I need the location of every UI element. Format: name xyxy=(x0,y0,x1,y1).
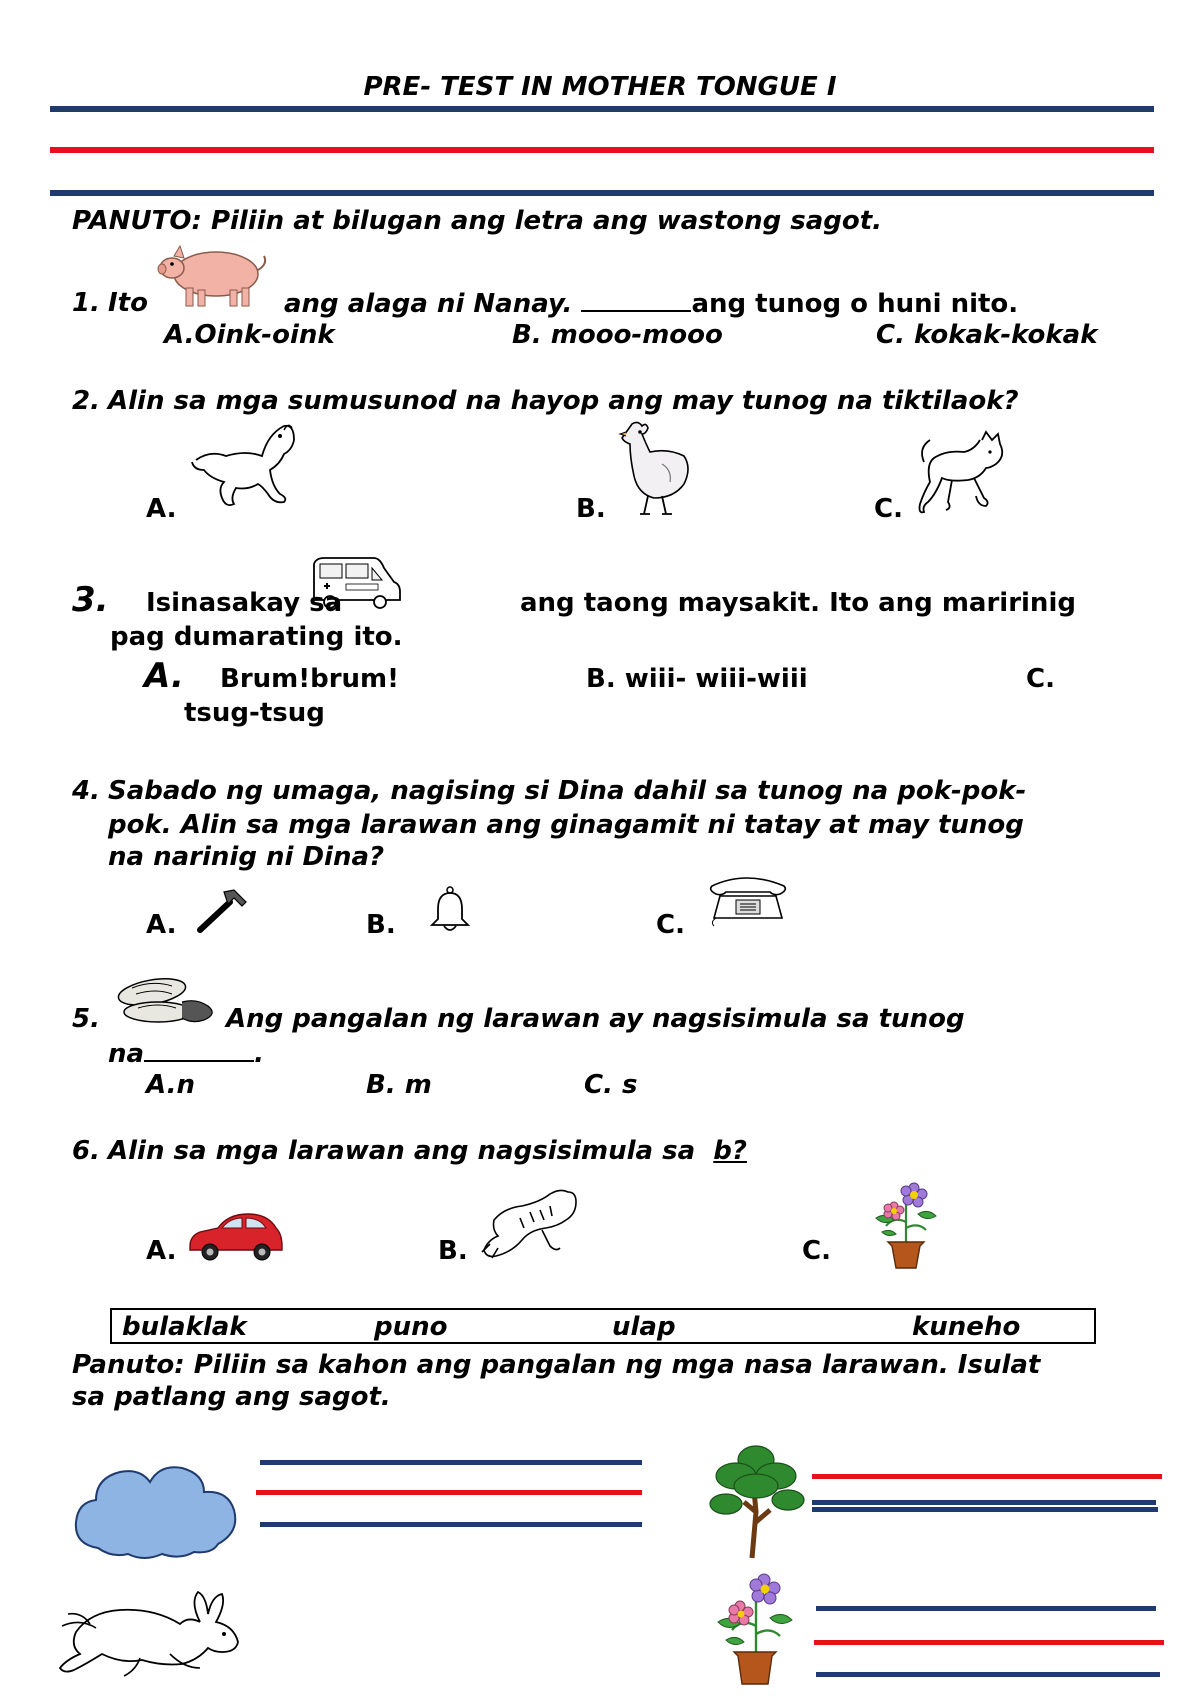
q5-option-b[interactable]: B. m xyxy=(366,1070,432,1100)
q1-number: 1. xyxy=(72,288,100,318)
cloud-icon xyxy=(72,1456,242,1560)
q2-option-c[interactable]: C. xyxy=(874,494,903,524)
q4-option-b[interactable]: B. xyxy=(366,910,396,940)
answer-line-tree-navy-2[interactable] xyxy=(812,1507,1158,1512)
instruction-2-line-1: Panuto: Piliin sa kahon ang pangalan ng mga nasa larawan. Isulat xyxy=(72,1350,1041,1380)
q1-mid-text: ang alaga ni Nanay. xyxy=(284,289,573,319)
q3-option-b[interactable]: B. wiii- wiii-wiii xyxy=(586,664,808,694)
q1-option-a-letter: A. xyxy=(164,320,195,350)
q3-text-post: ang taong maysakit. Ito ang maririnig xyxy=(520,588,1076,618)
q1-option-a[interactable] xyxy=(164,320,335,350)
q2-text: Alin sa mga sumusunod na hayop ang may tunog na tiktilaok? xyxy=(108,386,1019,416)
q6-text xyxy=(108,1136,747,1166)
answer-line-tree-navy-1[interactable] xyxy=(812,1500,1156,1505)
page-title: PRE- TEST IN MOTHER TONGUE I xyxy=(363,72,837,102)
hammer-icon xyxy=(196,888,252,934)
answer-line-cloud-navy-2[interactable] xyxy=(260,1522,642,1527)
q5-option-c[interactable]: C. s xyxy=(584,1070,638,1100)
word-box-item: kuneho xyxy=(912,1312,1021,1342)
q4-option-a[interactable]: A. xyxy=(146,910,177,940)
q1-option-c[interactable]: C. kokak-kokak xyxy=(876,320,1098,350)
q2-option-a[interactable]: A. xyxy=(146,494,177,524)
tiger-icon xyxy=(480,1188,580,1262)
q2-number: 2. xyxy=(72,386,100,416)
q4-line-3: na narinig ni Dina? xyxy=(108,842,385,872)
q3-option-c-text: tsug-tsug xyxy=(184,698,325,728)
cat-icon xyxy=(920,432,1010,516)
q3-number: 3. xyxy=(72,580,109,620)
header-line-navy-1 xyxy=(50,106,1154,112)
q5-number: 5. xyxy=(72,1004,100,1034)
flower-pot-icon-2 xyxy=(708,1570,804,1688)
chicken-icon xyxy=(618,420,698,520)
q3-option-a-text: Brum!brum! xyxy=(220,664,399,694)
word-box-item: puno xyxy=(374,1312,448,1342)
instruction-1: PANUTO: Piliin at bilugan ang letra ang wastong sagot. xyxy=(72,206,883,236)
bell-icon xyxy=(428,886,472,932)
q5-line-2 xyxy=(108,1038,264,1069)
q3-option-a[interactable]: A. xyxy=(144,656,184,696)
q6-text-underlined: b? xyxy=(713,1136,747,1166)
q5-line-2-end: . xyxy=(254,1039,264,1069)
header-line-navy-2 xyxy=(50,190,1154,196)
answer-line-tree-red[interactable] xyxy=(812,1474,1162,1479)
answer-line-cloud-navy-1[interactable] xyxy=(260,1460,642,1465)
q6-option-a[interactable]: A. xyxy=(146,1236,177,1266)
telephone-icon xyxy=(706,876,790,926)
q3-option-c[interactable]: C. xyxy=(1026,664,1055,694)
q5-answer-blank[interactable] xyxy=(144,1038,254,1062)
answer-line-flower-red[interactable] xyxy=(814,1640,1164,1645)
flower-pot-icon xyxy=(864,1178,948,1270)
q2-option-b[interactable]: B. xyxy=(576,494,606,524)
q3-text-line2: pag dumarating ito. xyxy=(110,622,403,652)
answer-line-flower-navy-1[interactable] xyxy=(816,1606,1156,1611)
rabbit-icon xyxy=(50,1588,250,1684)
answer-line-cloud-red[interactable] xyxy=(256,1490,642,1495)
q1-text-mid xyxy=(284,288,1018,319)
tree-icon xyxy=(706,1442,806,1558)
q3-text-pre: Isinasakay sa xyxy=(146,588,343,618)
q1-post-text: ang tunog o huni nito. xyxy=(691,289,1019,319)
answer-line-flower-navy-2[interactable] xyxy=(816,1672,1160,1677)
header-line-red xyxy=(50,147,1154,153)
q5-line-1: Ang pangalan ng larawan ay nagsisimula sa tunog xyxy=(226,1004,965,1034)
q1-text-pre: Ito xyxy=(108,288,148,318)
q1-option-a-text: Oink-oink xyxy=(194,320,335,350)
q6-option-b[interactable]: B. xyxy=(438,1236,468,1266)
q6-text-main: Alin sa mga larawan ang nagsisimula sa xyxy=(108,1136,696,1166)
q1-option-b[interactable]: B. mooo-mooo xyxy=(512,320,723,350)
word-box xyxy=(110,1308,1096,1344)
q6-option-c[interactable]: C. xyxy=(802,1236,831,1266)
q6-number: 6. xyxy=(72,1136,100,1166)
pig-icon xyxy=(158,242,273,310)
q5-option-a[interactable]: A.n xyxy=(146,1070,195,1100)
q4-option-c[interactable]: C. xyxy=(656,910,685,940)
sandals-icon xyxy=(112,972,222,1028)
q4-number: 4. xyxy=(72,776,100,806)
q5-line-2-text: na xyxy=(108,1039,145,1069)
word-box-item: bulaklak xyxy=(122,1312,247,1342)
q1-answer-blank[interactable] xyxy=(581,288,691,312)
word-box-item: ulap xyxy=(612,1312,676,1342)
car-icon xyxy=(186,1210,284,1262)
dog-icon xyxy=(188,420,298,512)
q4-line-2: pok. Alin sa mga larawan ang ginagamit ni tatay at may tunog xyxy=(108,810,1024,840)
instruction-2-line-2: sa patlang ang sagot. xyxy=(72,1382,391,1412)
q4-line-1: Sabado ng umaga, nagising si Dina dahil sa tunog na pok-pok- xyxy=(108,776,1027,806)
